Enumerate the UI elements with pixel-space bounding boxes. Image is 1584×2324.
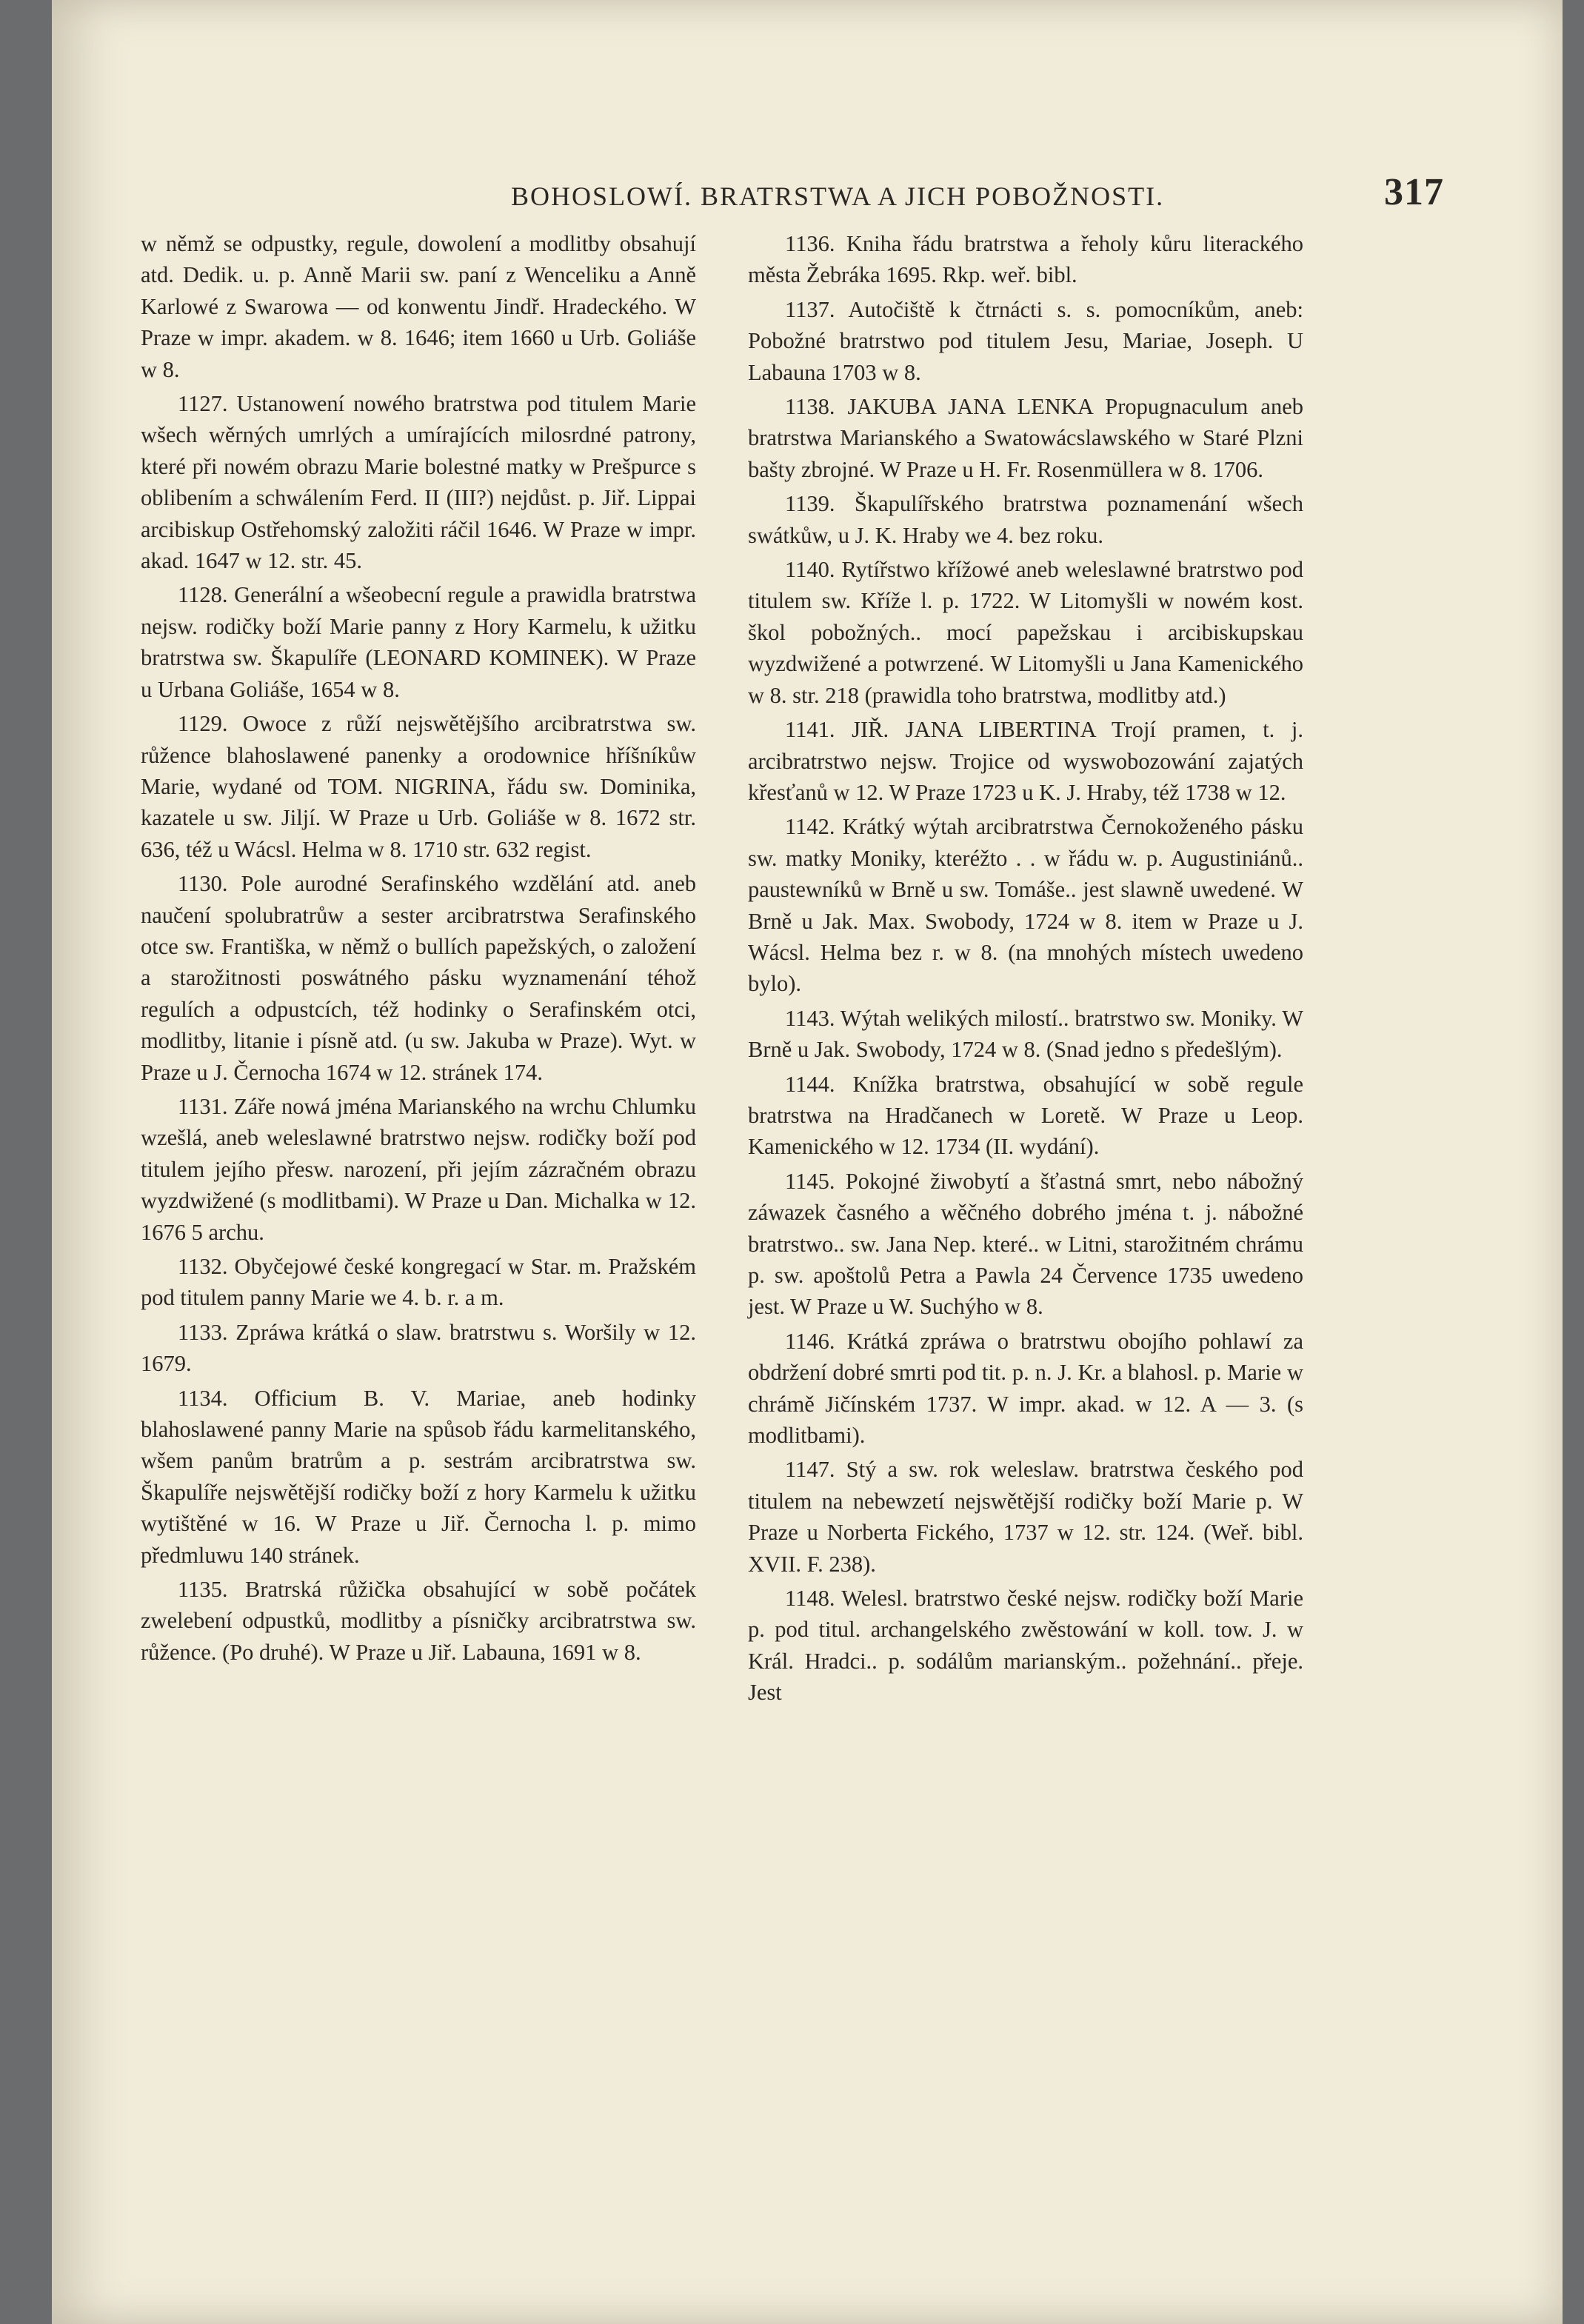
right-column [748, 228, 1303, 1712]
bibliography-entry: 1128. Generální a wšeobecní regule a prawidla bratrstwa nejsw. rodičky boží Marie panny z Hory Karmelu, k užitku bratrstwa sw. Škapulíře (LEONARD KOMINEK). W Praze u Urbana Goliáše, 1654 w 8. [141, 582, 696, 702]
bibliography-entry: 1131. Záře nowá jména Marianského na wrchu Chlumku wzešlá, aneb weleslawné bratrstwo nejsw. rodičky boží pod titulem jejího přesw. narození, při jejím zázračném obrazu wyzdwižené (s modlitbami). W Praze u Dan. Michalka w 12. 1676 5 archu. [141, 1093, 696, 1245]
bibliography-entry: 1136. Kniha řádu bratrstwa a řeholy kůru literackého města Žebráka 1695. Rkp. weř. bibl. [748, 231, 1303, 288]
bibliography-entry: 1134. Officium B. V. Mariae, aneb hodinky blahoslawené panny Marie na spůsob řádu karmelitanského, wšem panům bratrům a p. sestrám arcibratrstwa sw. Škapulíře nejswětější rodičky boží z hory Karmelu k užitku wytištěné w 16. W Praze u Jiř. Černocha l. p. mimo předmluwu 140 stránek. [141, 1385, 696, 1568]
bibliography-entry: 1129. Owoce z růží nejswětějšího arcibratrstwa sw. růžence blahoslawené panenky a orodownice hříšníkůw Marie, wydané od TOM. NIGRINA, řádu sw. Dominika, kazatele u sw. Jiljí. W Praze u Urb. Goliáše w 8. 1672 str. 636, též u Wácsl. Helma w 8. 1710 str. 632 regist. [141, 711, 696, 862]
bibliography-entry: 1133. Zpráwa krátká o slaw. bratrstwu s. Woršily w 12. 1679. [141, 1319, 696, 1377]
bibliography-entry: 1127. Ustanowení nowého bratrstwa pod titulem Marie wšech wěrných umrlých a umírajících milosrdné patrony, které při nowém obrazu Marie bolestné matky w Prešpurce s oblibením a schwálením Ferd. II (III?) nejdůst. p. Jiř. Lippai arcibiskup Ostřehomský založiti ráčil 1646. W Praze w impr. akad. 1647 w 12. str. 45. [141, 391, 696, 574]
bibliography-entry: 1147. Stý a sw. rok weleslaw. bratrstwa českého pod titulem na nebewzetí nejswětější rodičky boží Marie p. W Praze u Norberta Fického, 1737 w 12. str. 124. (Weř. bibl. XVII. F. 238). [748, 1457, 1303, 1577]
bibliography-entry: 1140. Rytířstwo křížowé aneb weleslawné bratrstwo pod titulem sw. Kříže l. p. 1722. W Litomyšli w nowém kost. škol pobožných.. mocí papežskau i arcibiskupskau wyzdwižené a potwrzené. W Litomyšli u Jana Kamenického w 8. str. 218 (prawidla toho bratrstwa, modlitby atd.) [748, 557, 1303, 708]
bibliography-entry: 1139. Škapulířského bratrstwa poznamenání wšech swátkůw, u J. K. Hraby we 4. bez roku. [748, 491, 1303, 548]
bibliography-entry: 1148. Welesl. bratrstwo české nejsw. rodičky boží Marie p. pod titul. archangelského zwěstowání w koll. tow. J. w Král. Hradci.. p. sodálům marianským.. požehnání.. přeje. Jest [748, 1586, 1303, 1706]
bibliography-entry: 1144. Knížka bratrstwa, obsahující w sobě regule bratrstwa na Hradčanech w Loretě. W Praze u Leop. Kamenického w 12. 1734 (II. wydání). [748, 1071, 1303, 1160]
running-header [467, 169, 1444, 221]
header-title: BOHOSLOWÍ. BRATRSTWA A JICH POBOŽNOSTI. [511, 181, 1165, 211]
bibliography-entry: 1143. Wýtah welikých milostí.. bratrstwo sw. Moniky. W Brně u Jak. Swobody, 1724 w 8. (Snad jedno s předešlým). [748, 1005, 1303, 1063]
bibliography-entry: 1137. Autočiště k čtrnácti s. s. pomocníkům, aneb: Pobožné bratrstwo pod titulem Jesu, Mariae, Joseph. U Labauna 1703 w 8. [748, 296, 1303, 385]
bibliography-entry: 1145. Pokojné žiwobytí a šťastná smrt, nebo nábožný záwazek časného a wěčného dobrého jména t. j. nábožné bratrstwo.. sw. Jana Nep. které.. w Litni, starožitném chrámu p. sw. apoštolů Petra a Pawla 24 Července 1735 uwedeno jest. W Praze u W. Suchýho w 8. [748, 1168, 1303, 1320]
bibliography-entry: 1146. Krátká zpráwa o bratrstwu obojího pohlawí za obdržení dobré smrti pod tit. p. n. J. Kr. a blahosl. p. Marie w chrámě Jičínském 1737. W impr. akad. w 12. A — 3. (s modlitbami). [748, 1328, 1303, 1449]
bibliography-entry: 1141. JIŘ. JANA LIBERTINA Trojí pramen, t. j. arcibratrstwo nejsw. Trojice od wyswobozowání zajatých křesťanů w 12. W Praze 1723 u K. J. Hraby, též 1738 w 12. [748, 717, 1303, 805]
bibliography-entry: 1135. Bratrská růžička obsahující w sobě počátek zwelebení odpustků, modlitby a písničky arcibratrstwa sw. růžence. (Po druhé). W Praze u Jiř. Labauna, 1691 w 8. [141, 1577, 696, 1665]
bibliography-entry: 1142. Krátký wýtah arcibratrstwa Černokoženého pásku sw. matky Moniky, kteréžto . . w řádu w. p. Augustiniánů.. paustewníků w Brně u sw. Tomáše.. jest slawně uwedené. W Brně u Jak. Max. Swobody, 1724 w 8. item w Praze u J. Wácsl. Helma bez r. w 8. (na mnohých místech uwedeno bylo). [748, 814, 1303, 997]
bibliography-entry: 1130. Pole aurodné Serafinského wzdělání atd. aneb naučení spolubratrůw a sester arcibratrstwa Serafinského otce sw. Františka, w němž o bullích papežských, o založení a starožitnosti poswátného pásku wyznamenání téhož regulích a odpustcích, též hodinky o Serafinském otci, modlitby, litanie i písně atd. (u sw. Jakuba w Praze). Wyt. w Praze u J. Černocha 1674 w 12. stránek 174. [141, 871, 696, 1085]
page-number: 317 [1384, 171, 1444, 213]
bibliography-entry: 1138. JAKUBA JANA LENKA Propugnaculum aneb bratrstwa Marianského a Swatowácslawského w Staré Plzni bašty zbrojné. W Praze u H. Fr. Rosenmüllera w 8. 1706. [748, 394, 1303, 482]
bibliography-entry: w němž se odpustky, regule, dowolení a modlitby obsahují atd. Dedik. u. p. Anně Marii sw. paní z Wenceliku a Anně Karlowé z Swarowa — od konwentu Jindř. Hradeckého. W Praze w impr. akadem. w 8. 1646; item 1660 u Urb. Goliáše w 8. [141, 231, 696, 382]
left-column [141, 228, 696, 1671]
bibliography-entry: 1132. Obyčejowé české kongregací w Star. m. Pražském pod titulem panny Marie we 4. b. r. a m. [141, 1254, 696, 1311]
